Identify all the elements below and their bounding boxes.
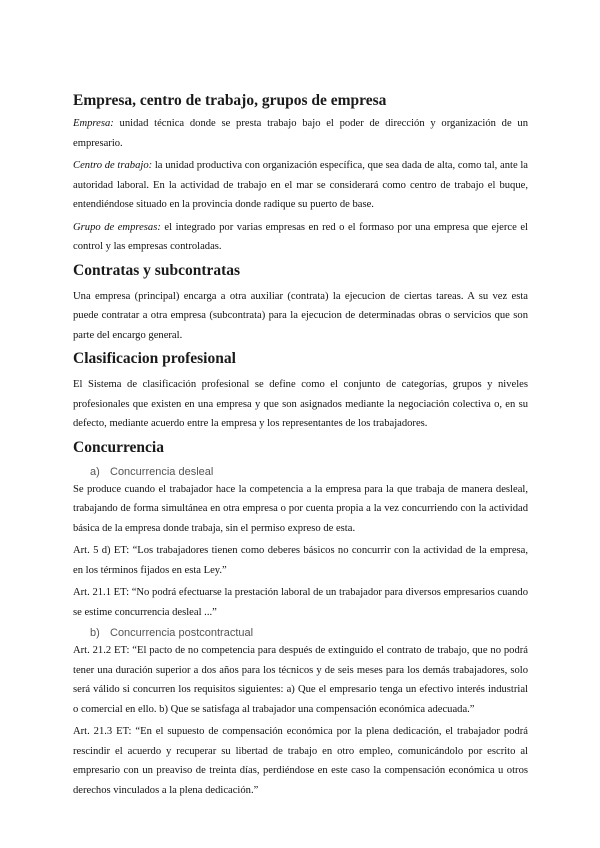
paragraph-clasificacion: El Sistema de clasificación profesional se define como el conjunto de categorías, grupos y niveles profesionales que existen en una empresa y que son asignados mediante la negociación colectiva o, en su defecto, mediante acuerdo entre la empresa y los representantes de los trabajadores.: [73, 379, 528, 429]
paragraph-art-21-1: Art. 21.1 ET: “No podrá efectuarse la prestación laboral de un trabajador para diversos empresarios cuando se estime concurrencia desleal ...”: [73, 587, 528, 618]
section-title-empresa: Empresa, centro de trabajo, grupos de empresa: [73, 92, 387, 109]
subsection-number-a: a): [90, 465, 100, 478]
paragraph-art-21-3: Art. 21.3 ET: “En el supuesto de compensación económica por la plena dedicación, el trabajador podrá rescindir el acuerdo y recuperar su libertad de trabajo en otro empleo, comunicándolo por escrito al empresario con un preaviso de treinta días, perdiéndose en este caso la compensación económica u otros derechos vinculados a la plena dedicación.”: [73, 726, 528, 796]
subsection-title-desleal: [90, 464, 528, 480]
definition-centro-de-trabajo: la unidad productiva con organización específica, que sea dada de alta, como tal, ante la autoridad laboral. En la actividad de trabajo en el mar se considerará como centro de trabajo el buque, entendiéndose situado en la provincia donde radique su puerto de base.: [73, 160, 528, 210]
section-title-contratas: Contratas y subcontratas: [73, 261, 241, 279]
paragraph-empresa: [73, 114, 528, 153]
paragraph-desleal-definition: Se produce cuando el trabajador hace la competencia a la empresa para la que trabaja de manera desleal, trabajando de forma simultánea en otra empresa o por cuenta propia a la vez concurriendo con la actividad básica de la empresa donde trabaja, sin el permiso expreso de esta.: [73, 483, 528, 534]
paragraph-centro-de-trabajo: [73, 156, 528, 215]
subsection-label-desleal: Concurrencia desleal: [110, 465, 214, 478]
definition-grupo-de-empresas: el integrado por varias empresas en red o el formaso por una empresa que ejerce el control y las empresas controladas.: [73, 221, 528, 252]
paragraph-art-5d: Art. 5 d) ET: “Los trabajadores tienen como deberes básicos no concurrir con la actividad de la empresa, en los términos fijados en esta Ley.”: [73, 545, 528, 576]
paragraph-contratas: Una empresa (principal) encarga a otra auxiliar (contrata) la ejecucion de ciertas tareas. A su vez esta puede contratar a otra empresa (subcontrata) para la ejecucion de determinadas obras o servicios que son parte del encargo general.: [73, 290, 528, 341]
section-title-clasificacion: Clasificacion profesional: [73, 350, 236, 367]
definition-empresa: unidad técnica donde se presta trabajo bajo el poder de dirección y organización de un empresario.: [73, 118, 528, 149]
term-grupo-de-empresas: Grupo de empresas:: [73, 221, 161, 233]
term-empresa: Empresa:: [73, 118, 114, 129]
paragraph-art-21-2: Art. 21.2 ET: “El pacto de no competencia para después de extinguido el contrato de trabajo, que no podrá tener una duración superior a dos años para los técnicos y de seis meses para los demás trabajadores, solo será válido si concurren los requisitos siguientes: a) Que el empresario tenga un efectivo interés industrial o comercial en ello. b) Que se satisfaga al trabajador una compensación económica adecuada.”: [73, 645, 528, 715]
term-centro-de-trabajo: Centro de trabajo:: [73, 160, 153, 171]
subsection-number-b: b): [90, 627, 100, 639]
subsection-label-postcontractual: Concurrencia postcontractual: [110, 627, 254, 639]
subsection-title-postcontractual: [90, 625, 528, 641]
section-title-concurrencia: Concurrencia: [73, 438, 164, 456]
paragraph-grupo-de-empresas: [73, 218, 528, 257]
